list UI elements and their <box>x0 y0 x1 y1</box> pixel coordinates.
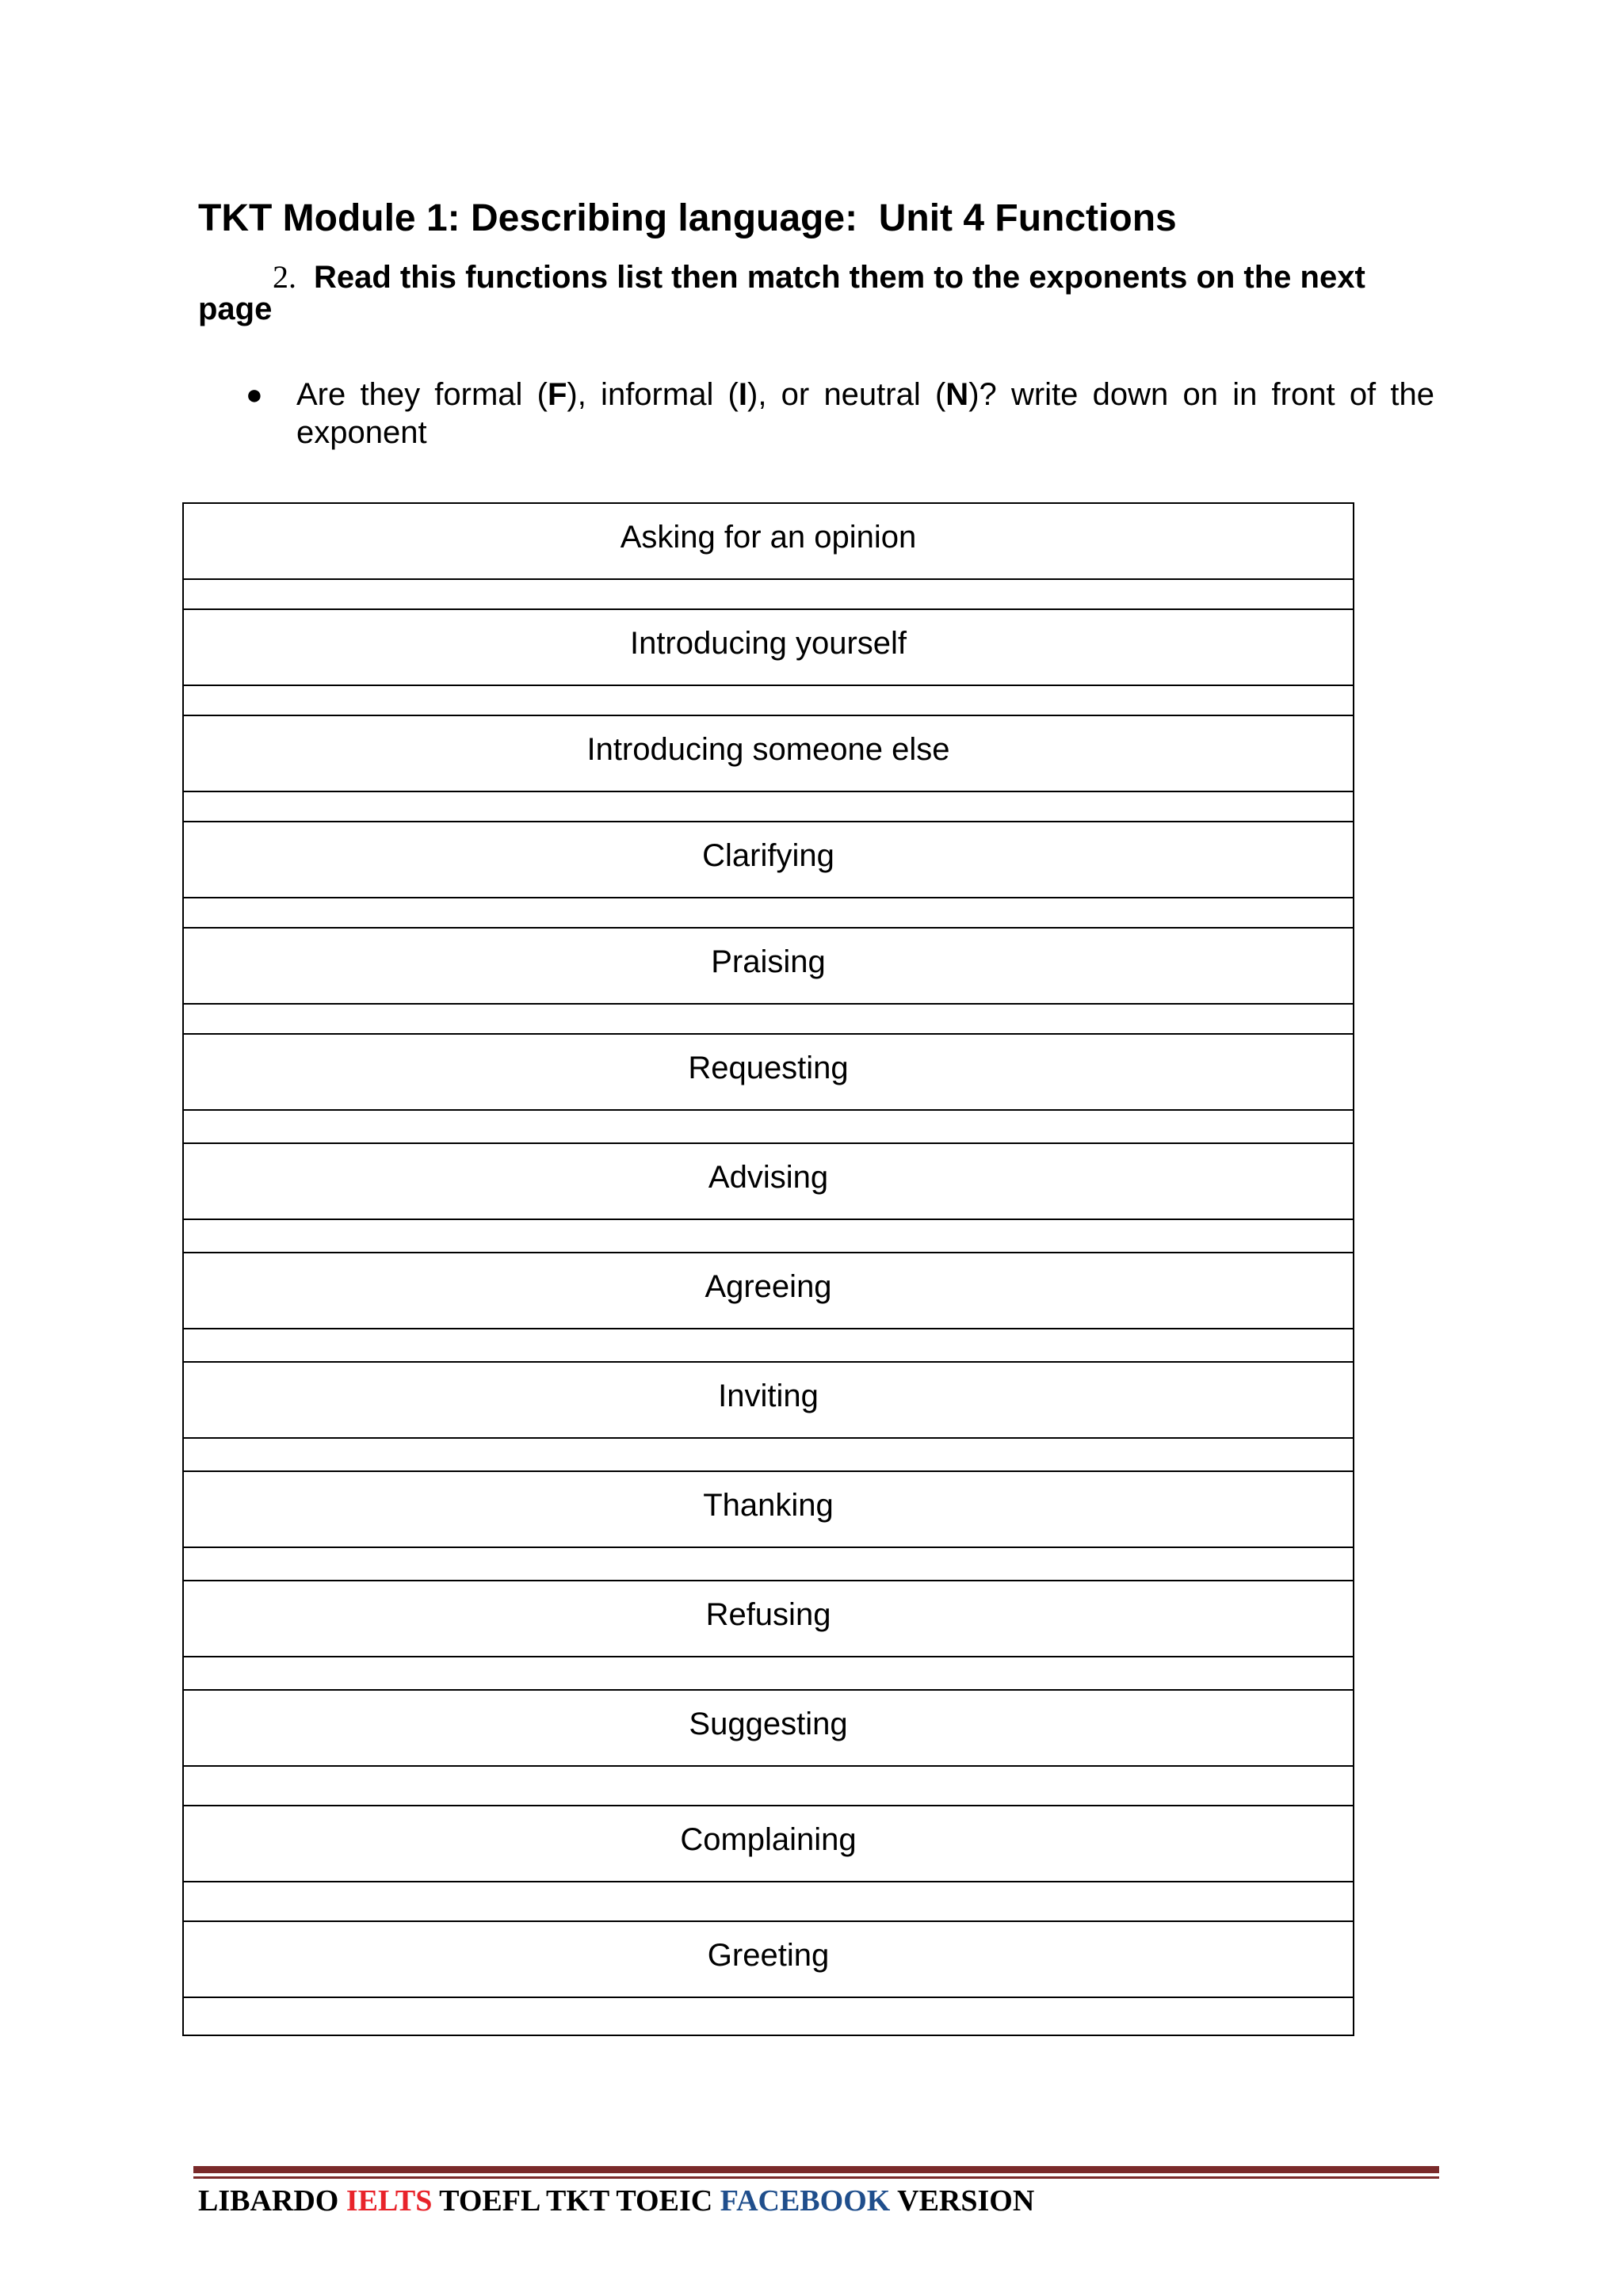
blank-cell[interactable] <box>183 791 1354 822</box>
blank-row <box>183 1997 1354 2035</box>
function-row <box>183 1581 1354 1657</box>
function-cell: Suggesting <box>183 1690 1354 1766</box>
blank-row <box>183 1438 1354 1471</box>
blank-cell[interactable] <box>183 579 1354 609</box>
function-row <box>183 715 1354 791</box>
function-row <box>183 1921 1354 1997</box>
blank-row <box>183 1547 1354 1581</box>
instruction-text: Read this functions list then match them to the exponents on the next page <box>198 260 1365 326</box>
bullet-dot-icon: ● <box>246 378 263 410</box>
function-row <box>183 503 1354 579</box>
blank-cell[interactable] <box>183 1657 1354 1690</box>
function-cell: Thanking <box>183 1471 1354 1547</box>
function-row <box>183 1362 1354 1438</box>
blank-cell[interactable] <box>183 1997 1354 2035</box>
footer-text: TOEFL TKT TOEIC <box>432 2184 720 2218</box>
blank-cell[interactable] <box>183 1004 1354 1034</box>
blank-cell[interactable] <box>183 1882 1354 1921</box>
blank-row <box>183 791 1354 822</box>
function-row <box>183 1690 1354 1766</box>
function-row <box>183 928 1354 1004</box>
footer-facebook: FACEBOOK <box>720 2184 891 2218</box>
blank-cell[interactable] <box>183 898 1354 928</box>
blank-row <box>183 579 1354 609</box>
function-row <box>183 609 1354 685</box>
bullet-item <box>246 376 1434 452</box>
blank-row <box>183 1110 1354 1143</box>
blank-cell[interactable] <box>183 1110 1354 1143</box>
footer-text: VERSION <box>890 2184 1035 2218</box>
blank-row <box>183 1219 1354 1253</box>
instruction <box>198 261 1442 325</box>
footer-rule <box>193 2166 1439 2173</box>
blank-cell[interactable] <box>183 1438 1354 1471</box>
bullet-text: Are they formal (F), informal (I), or neutral (N)? write down on in front of the exponent <box>296 377 1434 450</box>
function-cell: Introducing yourself <box>183 609 1354 685</box>
functions-table <box>182 502 1354 2036</box>
function-row <box>183 1806 1354 1882</box>
blank-row <box>183 1766 1354 1806</box>
function-cell: Introducing someone else <box>183 715 1354 791</box>
blank-cell[interactable] <box>183 1766 1354 1806</box>
function-row <box>183 1034 1354 1110</box>
footer-ielts: IELTS <box>346 2184 433 2218</box>
function-cell: Clarifying <box>183 822 1354 898</box>
blank-cell[interactable] <box>183 1329 1354 1362</box>
function-cell: Agreeing <box>183 1253 1354 1329</box>
function-cell: Praising <box>183 928 1354 1004</box>
blank-row <box>183 1004 1354 1034</box>
blank-row <box>183 898 1354 928</box>
blank-cell[interactable] <box>183 685 1354 715</box>
function-row <box>183 1143 1354 1219</box>
blank-row <box>183 685 1354 715</box>
function-cell: Asking for an opinion <box>183 503 1354 579</box>
footer <box>198 2183 1034 2218</box>
blank-cell[interactable] <box>183 1219 1354 1253</box>
footer-rule-thin <box>193 2176 1439 2179</box>
function-row <box>183 1253 1354 1329</box>
function-row <box>183 822 1354 898</box>
instruction-number: 2. <box>273 259 296 295</box>
blank-cell[interactable] <box>183 1547 1354 1581</box>
page-title: TKT Module 1: Describing language: Unit 4 Functions <box>198 197 1177 239</box>
function-cell: Advising <box>183 1143 1354 1219</box>
function-cell: Refusing <box>183 1581 1354 1657</box>
function-cell: Greeting <box>183 1921 1354 1997</box>
blank-row <box>183 1657 1354 1690</box>
blank-row <box>183 1882 1354 1921</box>
function-cell: Complaining <box>183 1806 1354 1882</box>
function-row <box>183 1471 1354 1547</box>
function-cell: Requesting <box>183 1034 1354 1110</box>
footer-text: LIBARDO <box>198 2184 346 2218</box>
blank-row <box>183 1329 1354 1362</box>
function-cell: Inviting <box>183 1362 1354 1438</box>
